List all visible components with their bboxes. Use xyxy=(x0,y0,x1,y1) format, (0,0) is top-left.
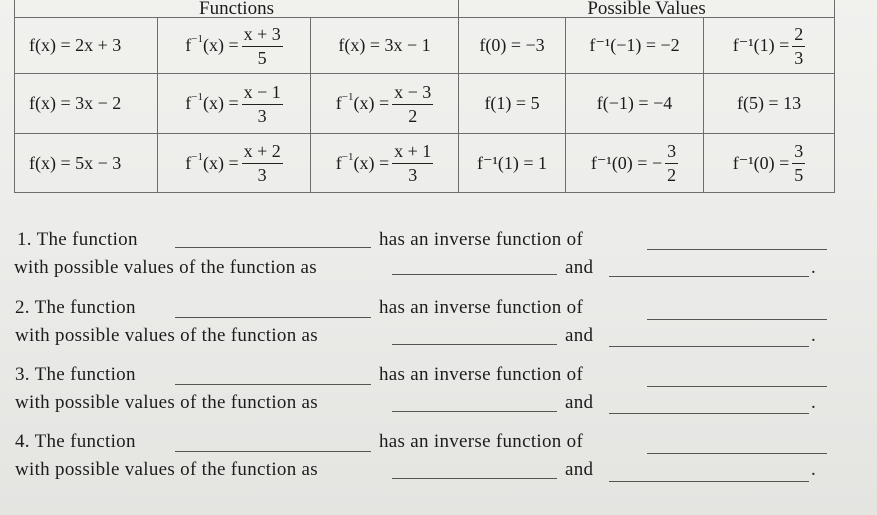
inverse-function-cell: $f^{-1}(x)$ = $\frac{x - 1}{3}$ xyxy=(158,74,311,134)
question-lead: The function xyxy=(34,364,136,385)
fraction: $\frac{x - 3}{2}$ xyxy=(394,81,432,126)
worksheet-page: Functions Possible Values f(x) = 2x + 3 $f^{-1}(x)$ = $\frac{x + 3}{5}$ f(x) = 3x − 1 f(0) = −3 f⁻¹(−1) = −2 f⁻¹(1) = $\frac{2}{3}$ f(x) = 3x − 2 $f^{-1}(x)$ = $\frac{x - 1}{3}$ $f^{-1}(x)$ = $\frac{x - 3}{2}$ f(1) = 5 f(−1) = −4 f(5) = 13 f(x) = 5x − 3 $f^{-1}(x)$ = $\frac{x + 2}{3}$ $f^{-1}(x)$ = $\frac{x + 1}{3}$ f⁻¹(1) = 1 f⁻¹(0) = − $\frac{3}{2}$ f⁻¹(0) = $\frac{3}{5}$ 1. The function has an inverse function of with possible values of the function as and . 2. The function has an inverse function of with possible values of the function as and . 3. The function has an inverse function of with possible values of the function as and . 4. The function has an inverse function of with possible values of the function as and . xyxy=(0,0,877,515)
fraction: $\frac{x + 1}{3}$ xyxy=(394,141,432,185)
question-and: and xyxy=(565,325,594,346)
value-cell: f⁻¹(0) = − $\frac{3}{2}$ xyxy=(566,134,704,193)
value-cell: f⁻¹(1) = 1 xyxy=(459,134,566,193)
question-second-line: with possible values of the function as xyxy=(15,392,318,413)
question-number: 1. xyxy=(17,229,32,250)
question-middle: has an inverse function of xyxy=(379,229,584,250)
fraction: $\frac{x + 3}{5}$ xyxy=(243,23,281,68)
value-answer-blank-2[interactable] xyxy=(609,413,809,414)
value-cell: f(0) = −3 xyxy=(459,18,566,74)
value-answer-blank-2[interactable] xyxy=(609,481,809,482)
question-middle: has an inverse function of xyxy=(379,364,584,385)
question-lead: The function xyxy=(34,431,136,452)
function-cell: f(x) = 3x − 2 xyxy=(15,74,158,134)
question-number: 2. xyxy=(15,297,30,318)
fraction: $\frac{x - 1}{3}$ xyxy=(243,81,281,126)
question-and: and xyxy=(565,257,594,278)
question-number: 4. xyxy=(15,431,30,452)
table-row xyxy=(15,74,835,134)
inverse-answer-blank[interactable] xyxy=(647,453,827,454)
header-possible-values: Possible Values xyxy=(459,0,835,18)
value-cell: f(5) = 13 xyxy=(704,74,835,134)
fraction: $\frac{3}{2}$ xyxy=(667,141,677,185)
inverse-function-cell: $f^{-1}(x)$ = $\frac{x + 1}{3}$ xyxy=(311,134,459,193)
fraction: $\frac{3}{5}$ xyxy=(794,141,804,185)
fraction: $\frac{x + 2}{3}$ xyxy=(243,141,281,185)
question-second-line: with possible values of the function as xyxy=(15,325,318,346)
function-cell: f(x) = 2x + 3 xyxy=(15,18,158,74)
header-functions: Functions xyxy=(15,0,459,18)
inverse-function-cell: $f^{-1}(x)$ = $\frac{x - 3}{2}$ xyxy=(311,74,459,134)
value-cell: f(1) = 5 xyxy=(459,74,566,134)
value-answer-blank-1[interactable] xyxy=(392,411,557,412)
inverse-answer-blank[interactable] xyxy=(647,249,827,250)
question-number: 3. xyxy=(15,364,30,385)
question-and: and xyxy=(565,459,594,480)
question-lead: The function xyxy=(34,297,136,318)
question-second-line: with possible values of the function as xyxy=(15,459,318,480)
value-answer-blank-1[interactable] xyxy=(392,344,557,345)
function-cell: f(x) = 5x − 3 xyxy=(15,134,158,193)
function-answer-blank[interactable] xyxy=(175,317,371,318)
function-answer-blank[interactable] xyxy=(175,247,371,248)
inverse-function-cell: $f^{-1}(x)$ = $\frac{x + 3}{5}$ xyxy=(158,18,311,74)
inverse-answer-blank[interactable] xyxy=(647,319,827,320)
value-answer-blank-2[interactable] xyxy=(609,346,809,347)
table-header-row xyxy=(15,0,835,18)
value-answer-blank-2[interactable] xyxy=(609,276,809,277)
question-second-line: with possible values of the function as xyxy=(14,257,317,278)
question-middle: has an inverse function of xyxy=(379,297,584,318)
function-answer-blank[interactable] xyxy=(175,384,371,385)
value-cell: f⁻¹(0) = $\frac{3}{5}$ xyxy=(704,134,835,193)
value-cell: f⁻¹(−1) = −2 xyxy=(566,18,704,74)
functions-table xyxy=(14,0,835,193)
function-answer-blank[interactable] xyxy=(175,451,371,452)
value-cell: f(−1) = −4 xyxy=(566,74,704,134)
question-and: and xyxy=(565,392,594,413)
question-lead: The function xyxy=(36,229,138,250)
table-row xyxy=(15,134,835,193)
value-cell: f⁻¹(1) = $\frac{2}{3}$ xyxy=(704,18,835,74)
inverse-function-cell: $f^{-1}(x)$ = $\frac{x + 2}{3}$ xyxy=(158,134,311,193)
value-answer-blank-1[interactable] xyxy=(392,274,557,275)
function-cell: f(x) = 3x − 1 xyxy=(311,18,459,74)
table-row xyxy=(15,18,835,74)
inverse-answer-blank[interactable] xyxy=(647,386,827,387)
value-answer-blank-1[interactable] xyxy=(392,478,557,479)
fraction: $\frac{2}{3}$ xyxy=(794,23,804,68)
question-middle: has an inverse function of xyxy=(379,431,584,452)
